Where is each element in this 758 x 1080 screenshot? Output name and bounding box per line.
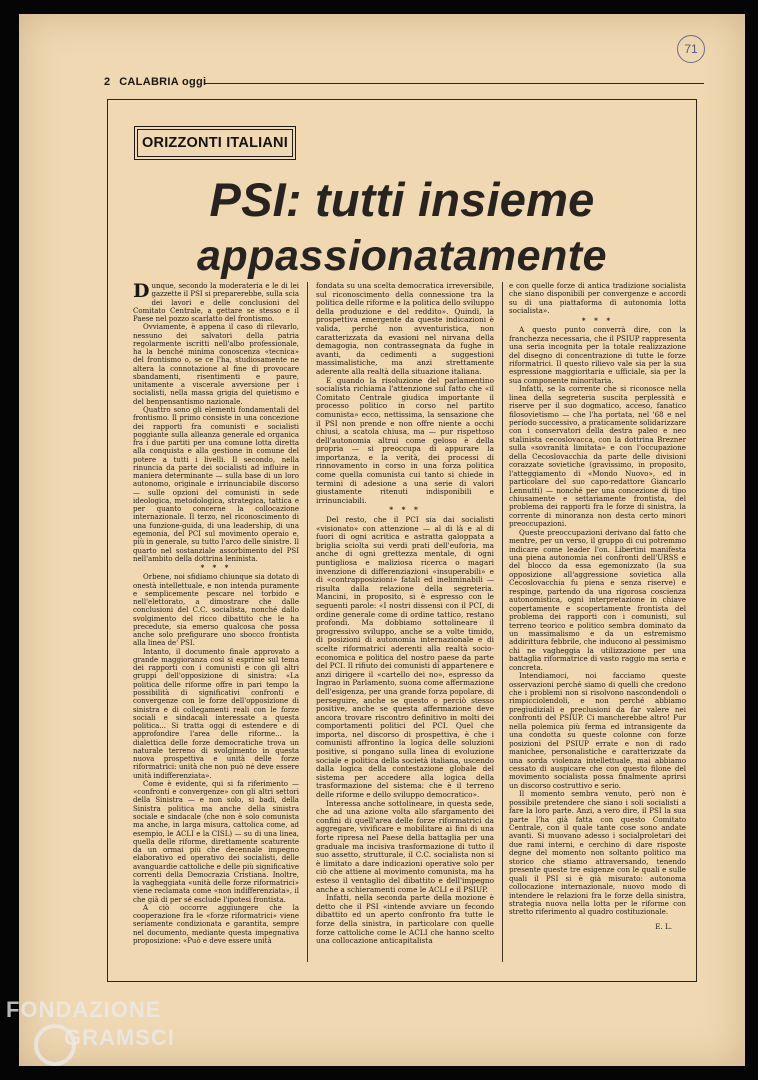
paragraph: Infatti, nella seconda parte della mozione è detto che il PSI «intende avviare un fecondo dibattito ed un aperto confronto fra tutte le forze della sinistra, in particolare con quelle forze cattoliche come le ACLI che hanno scelto una collocazione anticapitalista — [316, 893, 494, 946]
author-signature: E. L. — [655, 921, 672, 931]
section-break: * * * — [200, 563, 232, 573]
paragraph: fondata su una scelta democratica irreversibile, sul riconoscimento della connessione tra la politica delle riforme e la politica dello sviluppo della produzione e del reddito». Quindi, la prospettiva emergente da queste indicazioni è valida, perché non avventuristica, non caratterizzata da evasioni nel nirvana della demagogia, non contrassegnata da fughe in avanti, da cedimenti a suggestioni massimalistiche, ma anzi strettamente aderente alla realtà della situazione italiana. — [316, 281, 494, 376]
column-divider — [502, 282, 503, 962]
paragraph: A ciò occorre aggiungere che la cooperazione fra le «forze riformatrici» viene seriamente condizionata e garantita, sempre nel documento, mediante questa impegnativa proposizione: «Può e deve essere unità — [133, 903, 299, 945]
section-break: * * * — [389, 505, 421, 515]
archive-number-mark: 71 — [677, 35, 705, 63]
paragraph: Quattro sono gli elementi fondamentali del frontismo. Il primo consiste in una concezione dei rapporti fra comunisti e socialisti poggiante sulla alleanza generale ed organica fra i due partiti per una comune lotta diretta alla conquista e alla gestione in comune del potere a tutti i livelli. Il secondo, nella rinuncia da parte dei socialisti ad influire in maniera determinante — sulla base di un loro autonomo, originale e irrinunciabile discorso — sulle opzioni del comunisti in sede ideologica, metodologica, strategica, tattica e per quanto concerne la collocazione internazionale. Il terzo, nel riconoscimento di una funzione-guida, di una leadership, di una egemonia, del PCI sul movimento operaio e, più in generale, su tutto l'arco delle sinistre. Il quarto nel sostanziale assorbimento del PSI nell'ambito della dottrina leninista. — [133, 405, 299, 563]
publication-title: CALABRIA oggi — [119, 76, 207, 88]
article-column-2 — [316, 282, 494, 946]
page-header — [104, 76, 704, 90]
page-number: 2 — [104, 76, 111, 88]
paragraph: A questo punto converrà dire, con la franchezza necessaria, che il PSIUP rappresenta una seria incognita per la totale realizzazione del disegno di concentrazione di tutte le forze riformatrici. Il questo rilievo vale sia per la sua espressione maggioritaria e ufficiale, sia per la sua componente minoritaria. — [509, 325, 686, 385]
headline — [110, 172, 694, 284]
watermark-line-2: GRAMSCI — [64, 1025, 175, 1050]
header-rule — [204, 83, 704, 84]
paragraph: Del resto, che il PCI sia dai socialisti «visionato» con attenzione — al di là e al di fuori di ogni acritica e astratta galoppata a briglia sciolta sui verdi prati dell'euforia, ma anche di ogni grettezza mentale, di ogni puntigliosa e maliziosa ricerca o magari invenzione di differenziazioni «insuperabili» e di «contrapposizioni» fatali ed ineliminabili — risulta dalla relazione della segreteria. Mancini, in proposito, si è espresso con le seguenti parole: «I nostri dissensi con il PCI, di ordine generale come di ordine tattico, restano profondi. Ma dobbiamo sottolineare il progressivo sviluppo, anche se a volte timido, di posizioni di autonomia internazionale e di scelte riformatrici aderenti alla realtà socio-economica e politica del nostro paese da parte del PCI. Il rifiuto dei comunisti di appartenere e anzi dirigere il «cartello dei no», espresso da Ingrao in Parlamento, suona come affermazione dell'esigenza, per una grande forza popolare, di perseguire, anche se questo o perciò stesso positive, anche se questa affermazione deve ancora trovare riscontro definitivo in molti dei comportamenti politici del PCI. Quel che importa, nel discorso di prospettiva, è che i comunisti affrontino la logica delle soluzioni positive, si pongano sulla linea di evoluzione sociale e politica della società italiana, uscendo dalla logica della contestazione globale del sistema per accedere alla logica della trasformazione del sistema: che è il terreno delle riforme e dello sviluppo democratico». — [316, 515, 494, 800]
paragraph: E quando la risoluzione del parlamentino socialista richiama l'attenzione sul fatto che «il Comitato Centrale giudica importante il processo politico in corso nel partito comunista» ecco, nettissima, la sensazione che il PSI non prende e non offre niente a occhi chiusi, a scatola chiusa, ma — pur rispettoso dell'autonomia altrui come geloso è della propria — si preoccupa di appurare la importanza, e la verità, dei processi di rinnovamento in corso in una forza politica come quella comunista cui tanto si chiede in termini di adesione a una serie di valori giustamente ritenuti indisponibili e irrinunciabili. — [316, 375, 494, 505]
watermark-line-1: FONDAZIONE — [6, 997, 162, 1022]
paragraph: Queste preoccupazioni derivano dal fatto che mentre, per un verso, il gruppo di cui potremmo indicare come leader l'on. Libertini manifesta una piena autonomia nei confronti dell'URSS e del blocco da essa egemonizzato (la sua opposizione all'aggressione sovietica alla Cecoslovacchia fu piena e senza riserve) e respinge, partendo da una rigorosa coscienza autonomistica, ogni interpretazione in chiave copertamente e scopertamente frontista del problema dei rapporti con i comunisti, sul terreno teorico e politico sembra dominato da un massimalismo e da un estremismo addirittura febbrile, che inducono al pessimismo chi ne vagheggia la utilizzazione per una battaglia riformatrice di vasto raggio ma seria e concreta. — [509, 527, 686, 672]
article-column-3 — [509, 282, 686, 931]
headline-line-1: PSI: tutti insieme — [209, 173, 595, 226]
paragraph: e con quelle forze di antica tradizione socialista che siano disponibili per convergenze e accordi su di una piattaforma di autonomia lotta socialista». — [509, 281, 686, 316]
paragraph: Intendiamoci, noi facciamo queste osservazioni perché siamo di quelli che credono che i problemi non si risolvono nascondendoli o rimpicciolendoli, e non perché abbiamo pregiudiziali e preclusioni da far valere nei confronti del PSIUP. Ci mancherebbe altro! Pur nella polemica più ferma ed intransigente da una condotta su queste colonne con forze posizioni del PSIUP errate e non di rado manichee, personalistiche e caratterizzate da una sorda violenza intellettuale, mai abbiamo cessato di auspicare che con questo filone del movimento socialista possa finalmente aprirsi un discorso costruttivo e serio. — [509, 671, 686, 790]
headline-line-2: appassionatamente — [197, 232, 607, 280]
section-rubric — [134, 126, 296, 160]
paragraph: Il momento sembra venuto, però non è possibile pretendere che siano i soli socialisti a fare la loro parte. Anzi, a vero dire, il PSI la sua parte l'ha già fatta con questo Comitato Centrale, con il quale tante cose sono andate avanti. Si muovano adesso i socialproletari dei due rami interni, e cerchino di dare risposte degne del momento non soltanto politico ma storico che stiamo attraversando, tenendo presente queste tre esigenze con le quali e sulle quali il PSI si è già misurato: autonoma collocazione internazionale, nuovo modo di intendere le relazioni fra le forze della sinistra, strategia nuova nella lotta per le riforme con stretto riferimento al quadro costituzionale. — [509, 789, 686, 917]
paragraph: Come è evidente, qui si fa riferimento — «confronti e convergenze» con gli altri settori della Sinistra — e non solo, si badi, della Sinistra politica ma anche della sinistra sociale e sindacale (che non è solo comunista ma anche, in larga misura, cattolica come, ad esempio, le ACLI e la CISL) — su di una linea, quella delle riforme, direttamente scaturente da un ormai più che decennale impegno elaborativo ed operativo dei socialisti, delle avanguardie cattoliche e delle più significative correnti della Democrazia Cristiana. Inoltre, la vagheggiata «unità delle forze riformatrici» viene reclamata come «non indifferenziata», il che già di per sé esclude l'ipotesi frontista. — [133, 779, 299, 904]
paragraph: Dunque, secondo la moderateria e le di lei gazzette il PSI si preparerebbe, sulla scia dei lavori e delle conclusioni del Comitato Centrale, a gettare se stesso e il Paese nel pozzo scarlatto del frontismo. — [133, 280, 299, 324]
column-divider — [307, 282, 308, 962]
section-break: * * * — [581, 315, 614, 325]
paragraph: Infatti, se la corrente che si riconosce nella linea della segreteria suscita perplessità e riserve per il suo dogmatico, acceso, fanatico filosovietismo — che l'ha portata, nel '68 e nel periodo successivo, a praticamente solidarizzare con i conservatori della destra paleo e neo stalinista cecoslovacca, con la dottrina Brezner sulla «sovranità limitata» e con l'occupazione della Cecoslovacchia da parte delle divisioni corazzate sovietiche (gravissimo, in proposito, l'atteggiamento di «Mondo Nuovo», ed in particolare del suo capo-redattore Giancarlo Lennutti) — nonché per una concezione di tipo chiusamente e settariamente frontista, del problema dei rapporti fra le forze di sinistra, la corrente di minoranza non desta certo minori preoccupazioni. — [509, 384, 686, 529]
section-rubric-label: ORIZZONTI ITALIANI — [137, 129, 293, 157]
watermark-logo-icon — [34, 1024, 76, 1066]
archive-watermark — [6, 996, 246, 1068]
paragraph: Intanto, il documento finale approvato a grande maggioranza così si esprime sul tema dei rapporti con i comunisti e con gli altri gruppi dell'opposizione di sinistra: «La politica delle riforme offre in pari tempo la possibilità di significativi confronti e convergenze con le forze dell'opposizione di sinistra e di collegamenti reali con le forze sociali e sindacali interessate a questa politica... Si tratta oggi di estendere e di approfondire l'area delle riforme... la dialettica delle forze democratiche trova un naturale terreno di svolgimento in questa nuova prospettiva e unità delle forze riformatrici: unità che non può né deve essere unità indifferenziata». — [133, 647, 299, 780]
article-column-1 — [133, 282, 299, 945]
paragraph: Interessa anche sottolineare, in questa sede, che ad una azione volta allo sfargamento dei confini di quell'area delle forze riformatrici da aggregare, vivificare e mobilitare ai fini di una forte ripresa nel Paese della battaglia per una graduale ma incisiva trasformazione di tutto il suo assetto, strutturale, il C.C. socialista non si è limitato a dare indicazioni operative solo per ciò che attiene al movimento comunista, ma ha esteso il ventaglio del dibattito e dell'impegno anche a schieramenti come le ACLI e il PSIUP. — [316, 798, 494, 894]
paragraph: Orbene, noi sfidiamo chiunque sia dotato di onestà intellettuale, e non intenda puramente e semplicemente pescare nel torbido e nell'elettorato, a dimostrare che dalle conclusioni del C.C. socialista, nonché dallo svolgimento del ricco dibattito che le ha precedute, sia emerso qualcosa che possa anche solo prefigurare uno sbocco frontista alla linea de' PSI. — [133, 573, 299, 648]
paragraph: Ovviamente, è appena il caso di rilevarlo, nessuno dei salvatori della patria regolarmente iscritti nell'albo professionale, ha la benché minima conoscenza «tecnica» del frontismo o, se ce l'ha, studiosamente ne altera la connotazione al fine di provocare sbandamenti, risentimenti e paure, unitamente a viscerale avversione per i socialisti, nella massa grigia del quietismo e del benpensantismo nazionale. — [133, 323, 299, 406]
